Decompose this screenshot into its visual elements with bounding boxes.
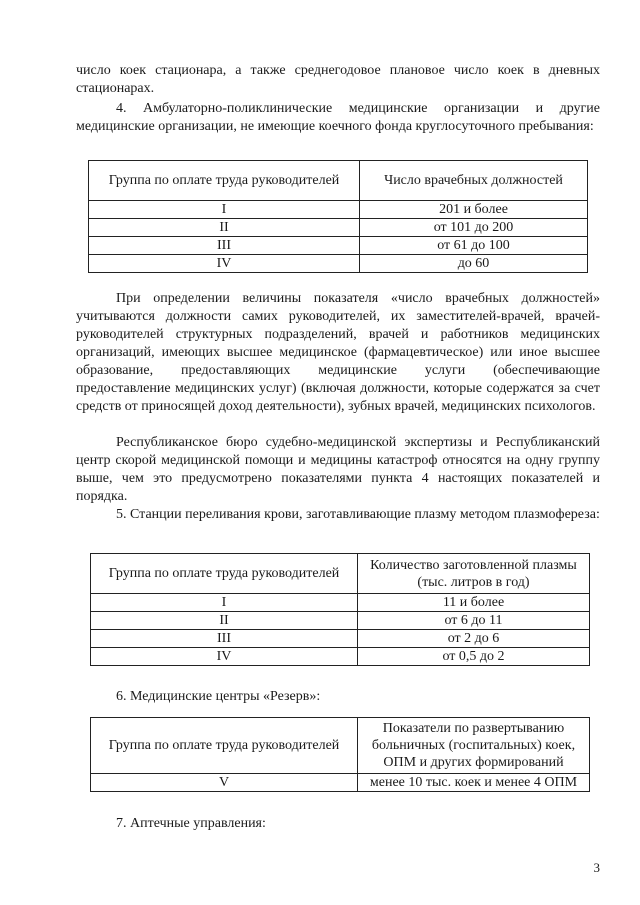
table-doctor-positions	[88, 160, 588, 273]
table-reserve-centers	[90, 717, 590, 792]
positions-note-paragraph: При определении величины показателя «число врачебных должностей» учитываются должности самих руководителей, их заместителей-врачей, врачей-руководителей структурных подразделений, врачей и работников медицинских организаций, имеющих высшее медицинское (фармацевтическое) или иное высшее образование, предоставляющих медицинские услуги (обеспечивающие предоставление медицинских услуг) (включая должности, которые содержатся за счет средств от приносящей доход деятельности), зубных врачей, медицинских психологов.	[76, 291, 600, 414]
table-row	[89, 237, 588, 255]
section-5-heading: 5. Станции переливания крови, заготавливающие плазму методом плазмофереза:	[116, 507, 600, 522]
section-4-heading: 4. Амбулаторно-поликлинические медицинские организации и другие медицинские организации, не имеющие коечного фонда круглосуточного пребывания:	[76, 101, 600, 134]
value-cell: менее 10 тыс. коек и менее 4 ОПМ	[358, 774, 590, 792]
value-cell: от 2 до 6	[358, 630, 590, 648]
value-cell: от 61 до 100	[360, 237, 588, 255]
republic-bureau-paragraph: Республиканское бюро судебно-медицинской экспертизы и Республиканский центр скорой медицинской помощи и медицины катастроф относятся на одну группу выше, чем это предусмотрено показателями пункта 4 настоящих показателей и порядка.	[76, 435, 600, 504]
table-row	[91, 612, 590, 630]
table-row	[91, 630, 590, 648]
col-header-group: Группа по оплате труда руководителей	[91, 554, 358, 594]
group-cell: IV	[91, 648, 358, 666]
table-row	[91, 648, 590, 666]
group-cell: IV	[89, 255, 360, 273]
col-header-beds: Показатели по развертыванию больничных (госпитальных) коек, ОПМ и других формирований	[358, 718, 590, 774]
value-cell: от 101 до 200	[360, 219, 588, 237]
col-header-positions: Число врачебных должностей	[360, 161, 588, 201]
page-number: 3	[593, 860, 600, 875]
group-cell: II	[91, 612, 358, 630]
group-cell: II	[89, 219, 360, 237]
group-cell: III	[89, 237, 360, 255]
table-row	[89, 201, 588, 219]
section-7-heading: 7. Аптечные управления:	[116, 816, 266, 831]
value-cell: от 0,5 до 2	[358, 648, 590, 666]
value-cell: до 60	[360, 255, 588, 273]
table-header-row	[89, 161, 588, 201]
group-cell: V	[91, 774, 358, 792]
col-header-group: Группа по оплате труда руководителей	[91, 718, 358, 774]
table-header-row	[91, 718, 590, 774]
table-header-row	[91, 554, 590, 594]
section-6-heading: 6. Медицинские центры «Резерв»:	[116, 689, 321, 704]
group-cell: III	[91, 630, 358, 648]
table-row	[89, 255, 588, 273]
table-row	[89, 219, 588, 237]
col-header-group: Группа по оплате труда руководителей	[89, 161, 360, 201]
value-cell: 11 и более	[358, 594, 590, 612]
table-row	[91, 594, 590, 612]
table-plasma-volume	[90, 553, 590, 666]
intro-paragraph: число коек стационара, а также среднегодовое плановое число коек в дневных стационарах.	[76, 63, 600, 96]
value-cell: от 6 до 11	[358, 612, 590, 630]
group-cell: I	[89, 201, 360, 219]
col-header-plasma: Количество заготовленной плазмы (тыс. литров в год)	[358, 554, 590, 594]
group-cell: I	[91, 594, 358, 612]
value-cell: 201 и более	[360, 201, 588, 219]
table-row	[91, 774, 590, 792]
